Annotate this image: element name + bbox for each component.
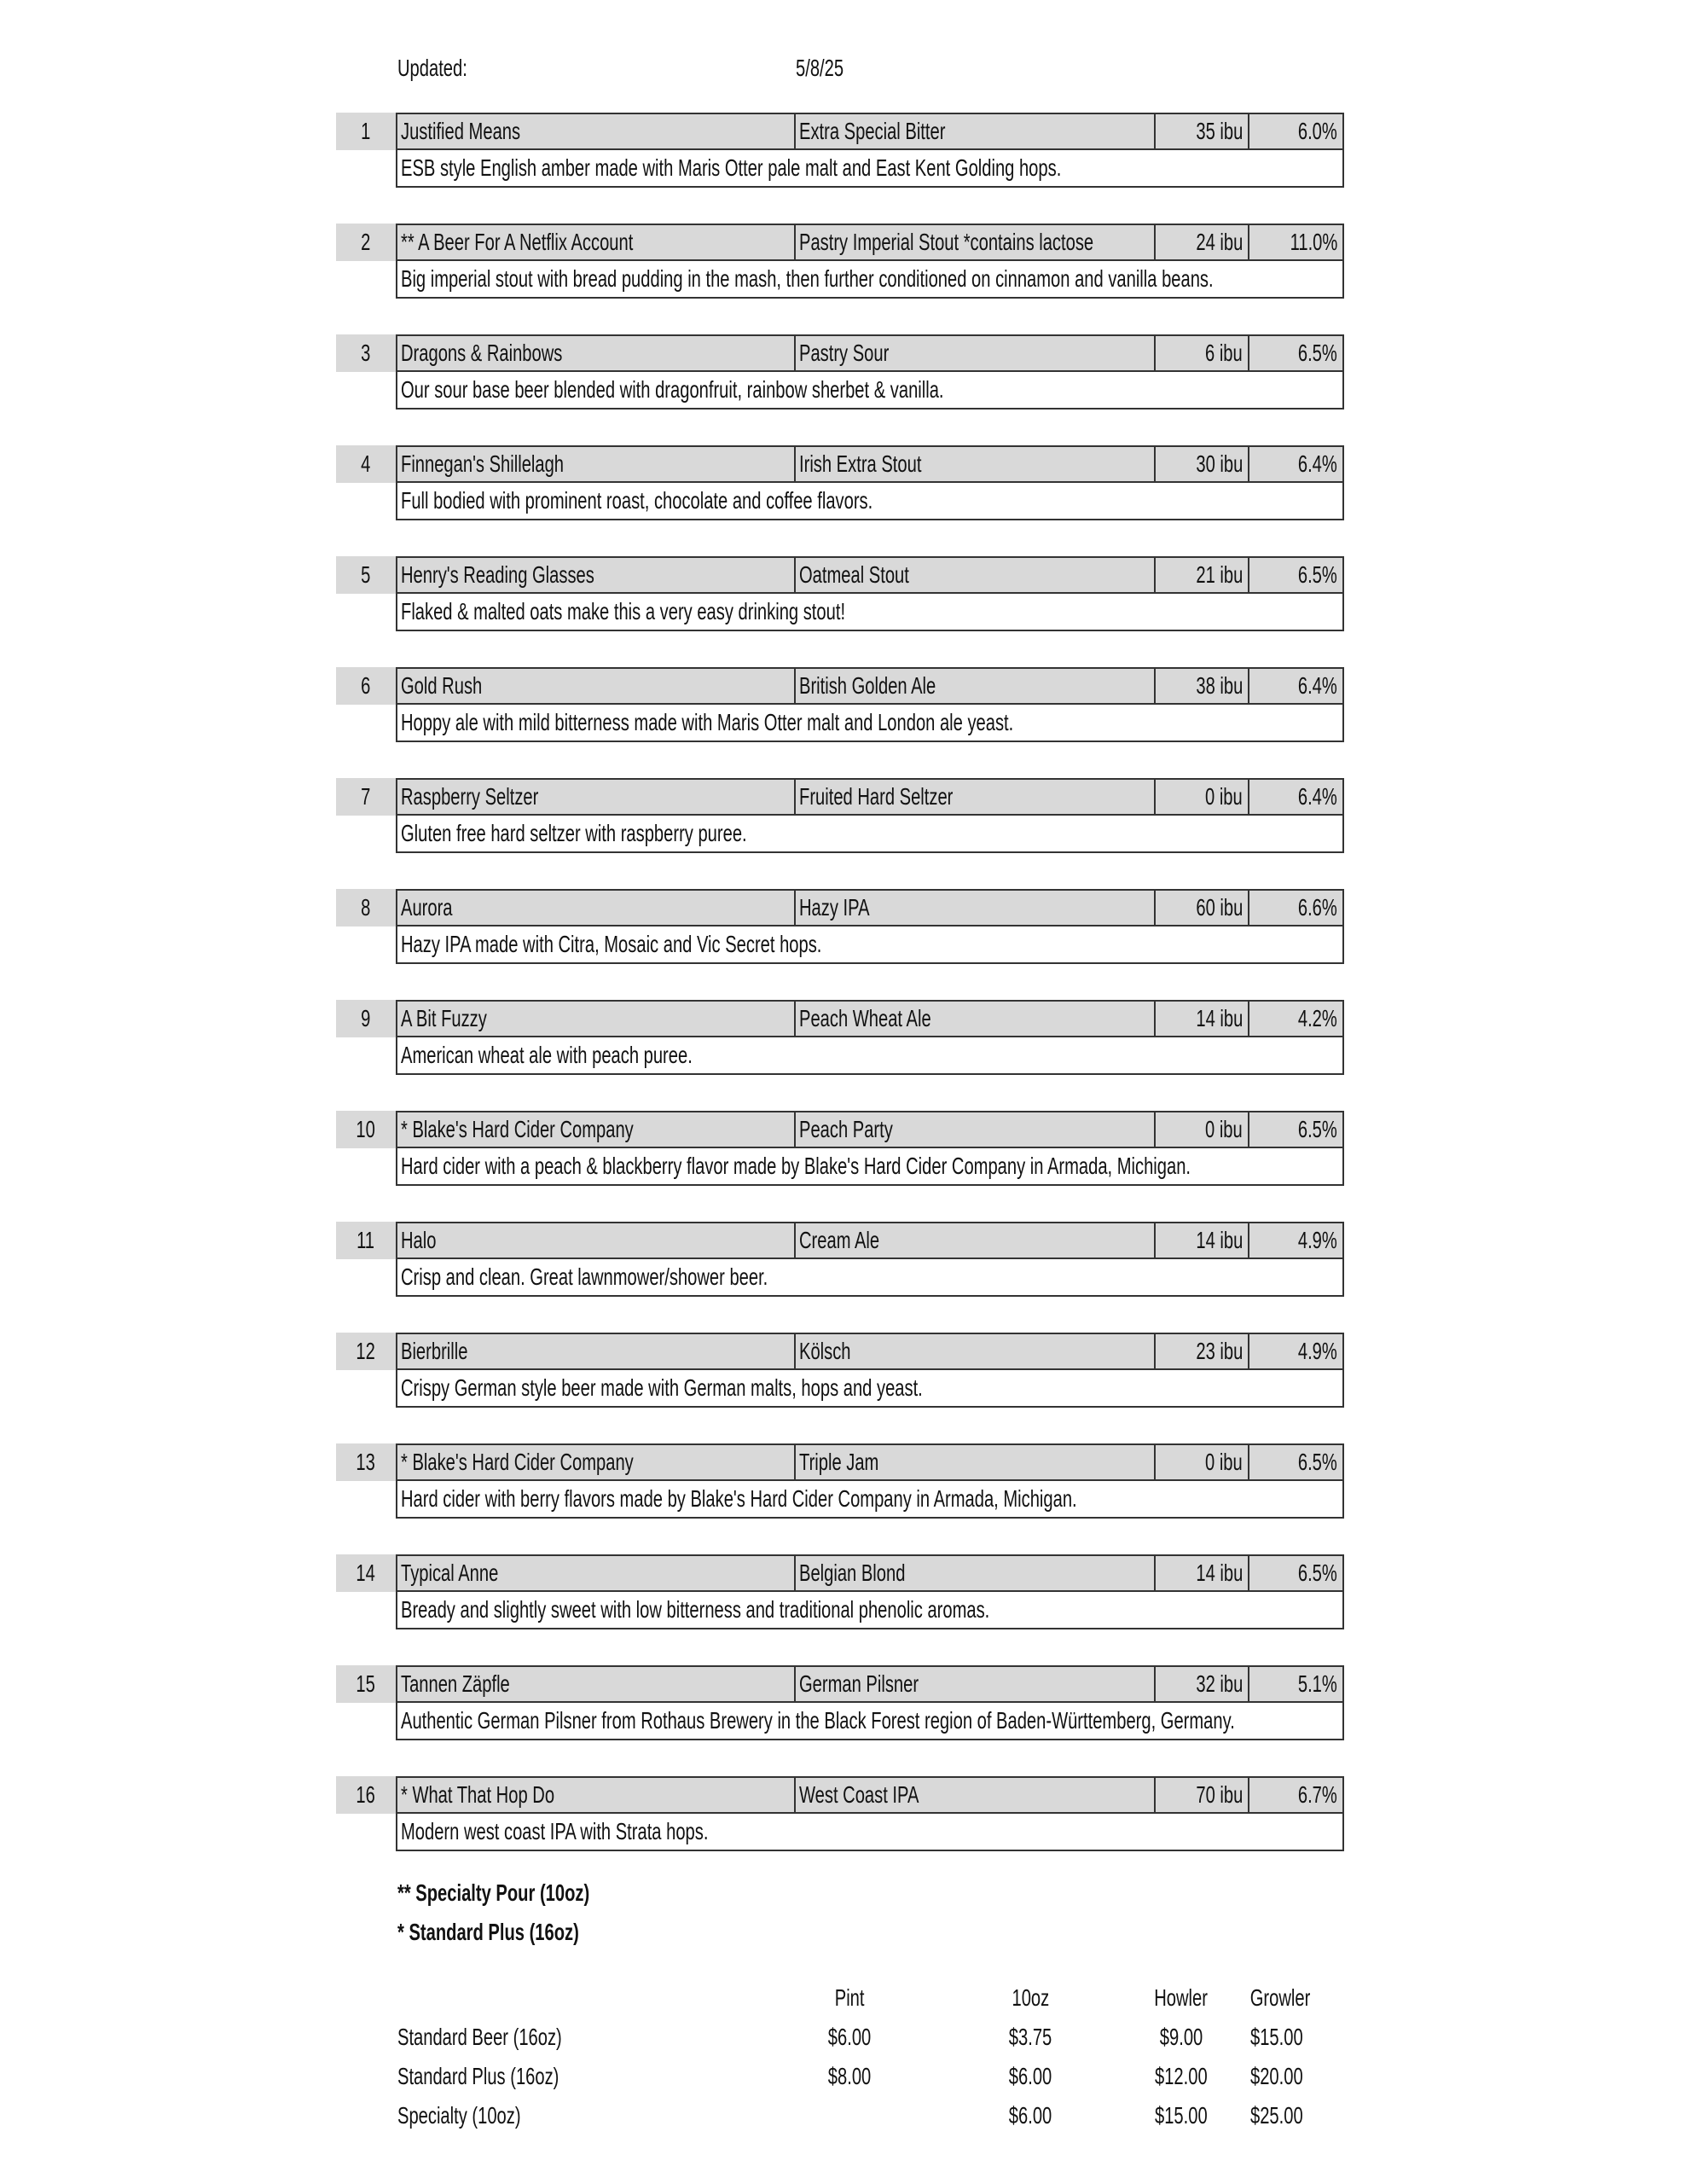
beer-entry bbox=[336, 1776, 1342, 1853]
tap-number: 13 bbox=[336, 1443, 396, 1481]
beer-name: Tannen Zäpfle bbox=[397, 1667, 796, 1701]
price-header-row bbox=[397, 1978, 1353, 2017]
price-row-label: Standard Plus (16oz) bbox=[397, 2063, 559, 2089]
beer-name: Halo bbox=[397, 1223, 796, 1258]
beer-description: Hard cider with berry flavors made by Blake's Hard Cider Company in Armada, Michigan. bbox=[396, 1479, 1344, 1519]
price-howler: $9.00 bbox=[1159, 2024, 1203, 2050]
beer-header-row bbox=[396, 1443, 1344, 1481]
beer-header-row bbox=[396, 334, 1344, 372]
beer-entry bbox=[336, 778, 1342, 855]
beer-entry bbox=[336, 1554, 1342, 1631]
beer-header-row bbox=[396, 889, 1344, 926]
beer-header-row bbox=[396, 1333, 1344, 1370]
beer-description: Crisp and clean. Great lawnmower/shower beer. bbox=[396, 1258, 1344, 1297]
beer-abv: 4.2% bbox=[1298, 1005, 1337, 1031]
beer-description: Hazy IPA made with Citra, Mosaic and Vic Secret hops. bbox=[396, 925, 1344, 964]
beer-name: Aurora bbox=[397, 891, 796, 925]
beer-abv: 6.7% bbox=[1298, 1781, 1337, 1808]
beer-description: American wheat ale with peach puree. bbox=[396, 1036, 1344, 1075]
beer-entry bbox=[336, 334, 1342, 411]
beer-ibu: 21 ibu bbox=[1156, 558, 1249, 592]
beer-name: Finnegan's Shillelagh bbox=[397, 447, 796, 481]
tap-number: 11 bbox=[336, 1222, 396, 1259]
beer-name: A Bit Fuzzy bbox=[397, 1002, 796, 1036]
beer-name: Raspberry Seltzer bbox=[397, 780, 796, 814]
beer-header-row bbox=[396, 1222, 1344, 1259]
beer-entry bbox=[336, 1222, 1342, 1298]
beer-style: Peach Party bbox=[796, 1112, 1156, 1147]
beer-abv: 5.1% bbox=[1298, 1670, 1337, 1697]
tap-number: 9 bbox=[336, 1000, 396, 1037]
beer-description: Big imperial stout with bread pudding in the mash, then further conditioned on cinnamon and vanilla beans. bbox=[396, 259, 1344, 299]
beer-description: Authentic German Pilsner from Rothaus Brewery in the Black Forest region of Baden-Württemberg, Germany. bbox=[396, 1701, 1344, 1740]
beer-style: Belgian Blond bbox=[796, 1556, 1156, 1590]
beer-name: * Blake's Hard Cider Company bbox=[397, 1445, 796, 1479]
beer-ibu: 60 ibu bbox=[1156, 891, 1249, 925]
price-row-label: Specialty (10oz) bbox=[397, 2102, 521, 2129]
legend-specialty: ** Specialty Pour (10oz) bbox=[397, 1879, 590, 1906]
beer-style: Kölsch bbox=[796, 1334, 1156, 1368]
beer-style: West Coast IPA bbox=[796, 1778, 1156, 1812]
beer-style: Hazy IPA bbox=[796, 891, 1156, 925]
beer-abv: 6.5% bbox=[1298, 1116, 1337, 1142]
price-howler: $15.00 bbox=[1155, 2102, 1208, 2129]
beer-entry bbox=[336, 1000, 1342, 1077]
beer-abv: 6.4% bbox=[1298, 783, 1337, 810]
beer-ibu: 32 ibu bbox=[1156, 1667, 1249, 1701]
beer-header-row bbox=[396, 1111, 1344, 1148]
beer-header-row bbox=[396, 1000, 1344, 1037]
beer-ibu: 70 ibu bbox=[1156, 1778, 1249, 1812]
beer-style: Pastry Imperial Stout *contains lactose bbox=[796, 225, 1156, 259]
beer-header-row bbox=[396, 1776, 1344, 1814]
beer-ibu: 14 ibu bbox=[1156, 1223, 1249, 1258]
beer-name: Bierbrille bbox=[397, 1334, 796, 1368]
price-header-pint: Pint bbox=[834, 1984, 865, 2011]
tap-number: 3 bbox=[336, 334, 396, 372]
legend bbox=[397, 1873, 664, 1952]
beer-ibu: 0 ibu bbox=[1156, 1112, 1249, 1147]
beer-entry bbox=[336, 113, 1342, 189]
tap-number: 1 bbox=[336, 113, 396, 150]
price-growler: $25.00 bbox=[1250, 2102, 1303, 2129]
beer-header-row bbox=[396, 667, 1344, 705]
beer-name: Gold Rush bbox=[397, 669, 796, 703]
beer-description: Bready and slightly sweet with low bitterness and traditional phenolic aromas. bbox=[396, 1590, 1344, 1629]
beer-ibu: 35 ibu bbox=[1156, 114, 1249, 148]
beer-entry bbox=[336, 1665, 1342, 1742]
beer-abv: 6.0% bbox=[1298, 118, 1337, 144]
beer-entry bbox=[336, 667, 1342, 744]
tap-number: 8 bbox=[336, 889, 396, 926]
beer-header-row bbox=[396, 556, 1344, 594]
beer-entry bbox=[336, 1333, 1342, 1409]
beer-description: Full bodied with prominent roast, chocolate and coffee flavors. bbox=[396, 481, 1344, 520]
updated-row bbox=[397, 51, 1336, 89]
beer-abv: 6.5% bbox=[1298, 340, 1337, 366]
tap-number: 7 bbox=[336, 778, 396, 816]
tap-number: 15 bbox=[336, 1665, 396, 1703]
beer-abv: 6.4% bbox=[1298, 450, 1337, 477]
price-row bbox=[397, 2017, 1353, 2056]
price-rows bbox=[397, 2017, 1353, 2135]
beer-entry bbox=[336, 1443, 1342, 1520]
beer-abv: 6.5% bbox=[1298, 561, 1337, 588]
beer-ibu: 14 ibu bbox=[1156, 1556, 1249, 1590]
beer-style: Cream Ale bbox=[796, 1223, 1156, 1258]
price-10oz: $6.00 bbox=[1008, 2063, 1052, 2089]
beer-name: ** A Beer For A Netflix Account bbox=[397, 225, 796, 259]
beer-header-row bbox=[396, 445, 1344, 483]
beer-name: * Blake's Hard Cider Company bbox=[397, 1112, 796, 1147]
price-howler: $12.00 bbox=[1155, 2063, 1208, 2089]
beer-style: German Pilsner bbox=[796, 1667, 1156, 1701]
price-pint: $6.00 bbox=[827, 2024, 872, 2050]
price-10oz: $3.75 bbox=[1008, 2024, 1052, 2050]
beer-ibu: 0 ibu bbox=[1156, 780, 1249, 814]
beer-abv: 11.0% bbox=[1290, 229, 1337, 255]
updated-date: 5/8/25 bbox=[796, 55, 844, 81]
beer-abv: 6.5% bbox=[1298, 1449, 1337, 1475]
beer-entry bbox=[336, 445, 1342, 522]
beer-description: Our sour base beer blended with dragonfruit, rainbow sherbet & vanilla. bbox=[396, 370, 1344, 410]
beer-header-row bbox=[396, 1554, 1344, 1592]
price-header-growler: Growler bbox=[1249, 1984, 1311, 2011]
beer-name: Henry's Reading Glasses bbox=[397, 558, 796, 592]
tap-number: 14 bbox=[336, 1554, 396, 1592]
beer-description: Gluten free hard seltzer with raspberry puree. bbox=[396, 814, 1344, 853]
beer-abv: 6.5% bbox=[1298, 1560, 1337, 1586]
beer-abv: 4.9% bbox=[1298, 1227, 1337, 1253]
beer-style: Fruited Hard Seltzer bbox=[796, 780, 1156, 814]
beer-name: Justified Means bbox=[397, 114, 796, 148]
beer-style: Oatmeal Stout bbox=[796, 558, 1156, 592]
beer-abv: 6.6% bbox=[1298, 894, 1337, 921]
price-row bbox=[397, 2095, 1353, 2135]
tap-number: 2 bbox=[336, 224, 396, 261]
price-header-10oz: 10oz bbox=[1012, 1984, 1049, 2011]
price-growler: $20.00 bbox=[1250, 2063, 1303, 2089]
beer-description: Hoppy ale with mild bitterness made with Maris Otter malt and London ale yeast. bbox=[396, 703, 1344, 742]
beer-ibu: 0 ibu bbox=[1156, 1445, 1249, 1479]
beer-style: Pastry Sour bbox=[796, 336, 1156, 370]
beer-header-row bbox=[396, 778, 1344, 816]
beer-ibu: 6 ibu bbox=[1156, 336, 1249, 370]
beer-name: * What That Hop Do bbox=[397, 1778, 796, 1812]
beer-abv: 4.9% bbox=[1298, 1338, 1337, 1364]
beer-ibu: 38 ibu bbox=[1156, 669, 1249, 703]
beer-header-row bbox=[396, 1665, 1344, 1703]
beer-style: British Golden Ale bbox=[796, 669, 1156, 703]
price-header-howler: Howler bbox=[1154, 1984, 1209, 2011]
beer-header-row bbox=[396, 113, 1344, 150]
beer-description: ESB style English amber made with Maris Otter pale malt and East Kent Golding hops. bbox=[396, 148, 1344, 188]
beer-style: Peach Wheat Ale bbox=[796, 1002, 1156, 1036]
beer-ibu: 14 ibu bbox=[1156, 1002, 1249, 1036]
tap-number: 5 bbox=[336, 556, 396, 594]
beer-ibu: 24 ibu bbox=[1156, 225, 1249, 259]
beer-entry bbox=[336, 556, 1342, 633]
tap-number: 4 bbox=[336, 445, 396, 483]
beer-description: Hard cider with a peach & blackberry flavor made by Blake's Hard Cider Company in Armada, Michigan. bbox=[396, 1147, 1344, 1186]
beer-name: Typical Anne bbox=[397, 1556, 796, 1590]
price-growler: $15.00 bbox=[1250, 2024, 1303, 2050]
beer-name: Dragons & Rainbows bbox=[397, 336, 796, 370]
beer-style: Extra Special Bitter bbox=[796, 114, 1156, 148]
beer-style: Triple Jam bbox=[796, 1445, 1156, 1479]
beer-entry bbox=[336, 1111, 1342, 1188]
tap-number: 6 bbox=[336, 667, 396, 705]
beer-header-row bbox=[396, 224, 1344, 261]
beer-description: Crispy German style beer made with German malts, hops and yeast. bbox=[396, 1368, 1344, 1408]
price-10oz: $6.00 bbox=[1008, 2102, 1052, 2129]
price-pint bbox=[815, 2102, 884, 2129]
beer-entry bbox=[336, 224, 1342, 300]
tap-number: 10 bbox=[336, 1111, 396, 1148]
beer-abv: 6.4% bbox=[1298, 672, 1337, 699]
beer-style: Irish Extra Stout bbox=[796, 447, 1156, 481]
tap-number: 16 bbox=[336, 1776, 396, 1814]
beer-description: Flaked & malted oats make this a very easy drinking stout! bbox=[396, 592, 1344, 631]
beer-entry bbox=[336, 889, 1342, 966]
tap-number: 12 bbox=[336, 1333, 396, 1370]
beer-description: Modern west coast IPA with Strata hops. bbox=[396, 1812, 1344, 1851]
price-row-label: Standard Beer (16oz) bbox=[397, 2024, 562, 2050]
beer-list bbox=[336, 113, 1342, 1887]
price-table bbox=[397, 1978, 1353, 2135]
updated-label: Updated: bbox=[397, 55, 467, 81]
beer-ibu: 23 ibu bbox=[1156, 1334, 1249, 1368]
legend-standard-plus: * Standard Plus (16oz) bbox=[397, 1919, 579, 1945]
price-row bbox=[397, 2056, 1353, 2095]
price-pint: $8.00 bbox=[827, 2063, 872, 2089]
beer-ibu: 30 ibu bbox=[1156, 447, 1249, 481]
